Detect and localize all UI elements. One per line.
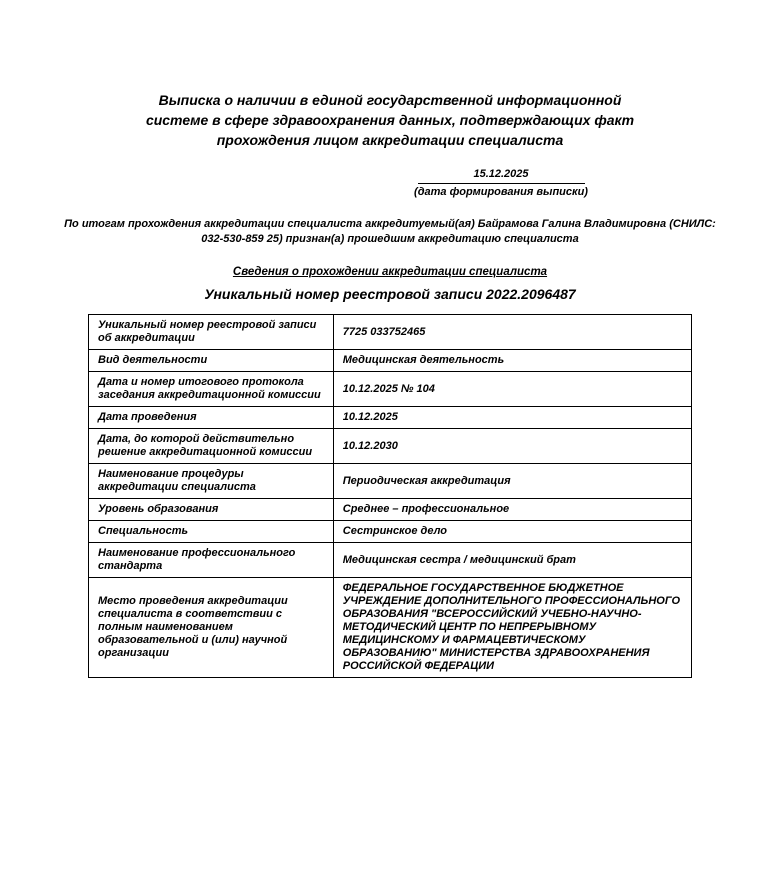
row-label: Наименование процедуры аккредитации специалиста [89, 464, 334, 499]
document-title-line: прохождения лицом аккредитации специалиста [216, 132, 564, 148]
row-label: Место проведения аккредитации специалиста в соответствии с полным наименованием образовательной и (или) научной организации [89, 578, 334, 678]
row-label: Уникальный номер реестровой записи об аккредитации [89, 315, 334, 350]
table-row [89, 315, 692, 350]
document-title [90, 90, 690, 150]
row-value: Медицинская деятельность [333, 350, 691, 372]
table-row [89, 543, 692, 578]
row-label: Уровень образования [89, 499, 334, 521]
registry-number-heading: Уникальный номер реестровой записи 2022.2096487 [204, 286, 576, 302]
row-value: Периодическая аккредитация [333, 464, 691, 499]
row-value: ФЕДЕРАЛЬНОЕ ГОСУДАРСТВЕННОЕ БЮДЖЕТНОЕ УЧРЕЖДЕНИЕ ДОПОЛНИТЕЛЬНОГО ПРОФЕССИОНАЛЬНОГО ОБРАЗОВАНИЯ "ВСЕРОССИЙСКИЙ УЧЕБНО-НАУЧНО-МЕТОДИЧЕСКИЙ ЦЕНТР ПО НЕПРЕРЫВНОМУ МЕДИЦИНСКОМУ И ФАРМАЦЕВТИЧЕСКОМУ ОБРАЗОВАНИЮ" МИНИСТЕРСТВА ЗДРАВООХРАНЕНИЯ РОССИЙСКОЙ ФЕДЕРАЦИИ [333, 578, 691, 678]
row-label: Дата и номер итогового протокола заседания аккредитационной комиссии [89, 372, 334, 407]
issue-date-block [401, 167, 601, 199]
row-label: Специальность [89, 521, 334, 543]
accreditation-intro [40, 217, 740, 247]
accreditation-intro-line: По итогам прохождения аккредитации специалиста аккредитуемый(ая) Байрамова Галина Владимировна (СНИЛС: [64, 218, 716, 230]
row-label: Дата, до которой действительно решение аккредитационной комиссии [89, 429, 334, 464]
row-value: Медицинская сестра / медицинский брат [333, 543, 691, 578]
table-row [89, 372, 692, 407]
table-row [89, 350, 692, 372]
table-row [89, 578, 692, 678]
row-value: 10.12.2025 [333, 407, 691, 429]
table-row [89, 521, 692, 543]
issue-date-caption: (дата формирования выписки) [414, 186, 588, 198]
document-title-line: системе в сфере здравоохранения данных, подтверждающих факт [145, 112, 635, 128]
row-value: 10.12.2030 [333, 429, 691, 464]
row-value: 10.12.2025 № 104 [333, 372, 691, 407]
row-value: Сестринское дело [333, 521, 691, 543]
section-heading: Сведения о прохождении аккредитации специалиста [232, 266, 548, 278]
row-label: Наименование профессионального стандарта [89, 543, 334, 578]
table-row [89, 499, 692, 521]
row-value: Среднее – профессиональное [333, 499, 691, 521]
document-title-line: Выписка о наличии в единой государственной информационной [158, 92, 622, 108]
row-value: 7725 033752465 [333, 315, 691, 350]
table-row [89, 429, 692, 464]
accreditation-intro-line: 032-530-859 25) признан(а) прошедшим аккредитацию специалиста [201, 233, 579, 245]
table-row [89, 407, 692, 429]
row-label: Дата проведения [89, 407, 334, 429]
accreditation-details-table [88, 314, 692, 678]
table-row [89, 464, 692, 499]
row-label: Вид деятельности [89, 350, 334, 372]
issue-date-value: 15.12.2025 [418, 167, 585, 184]
